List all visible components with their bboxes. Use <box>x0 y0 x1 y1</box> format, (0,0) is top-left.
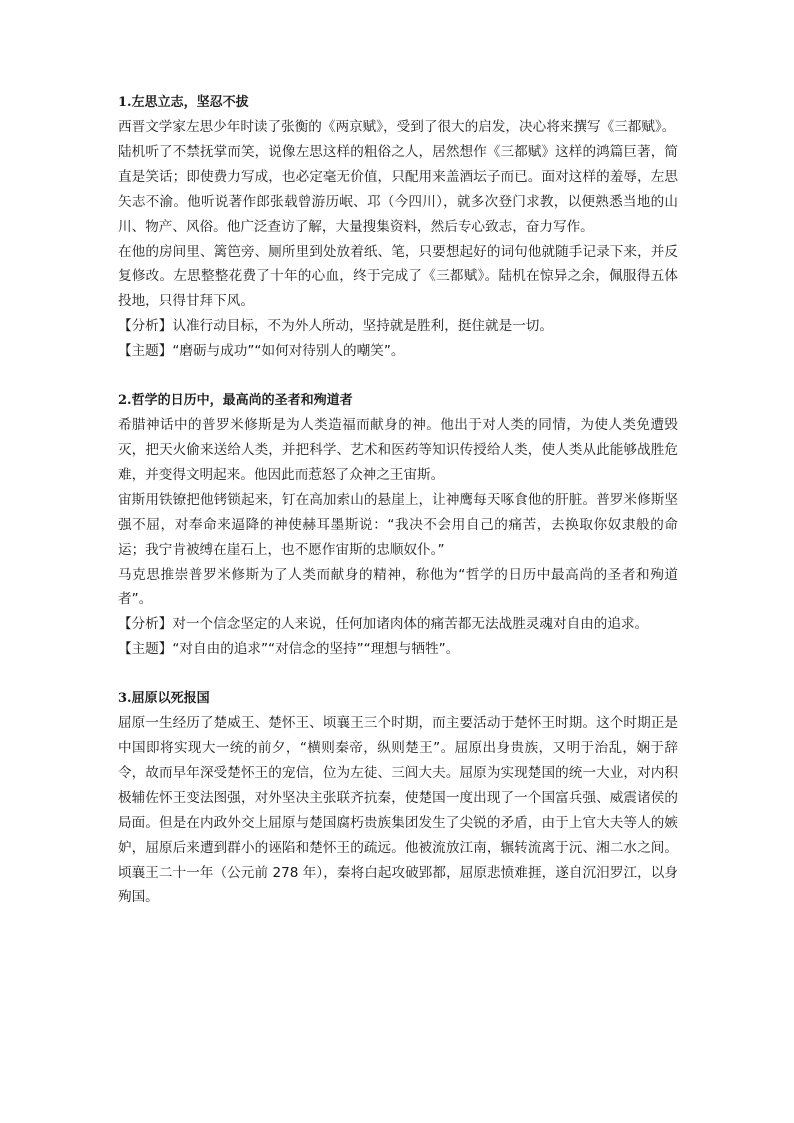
section-prometheus <box>118 388 678 662</box>
paragraph: 屈原一生经历了楚威王、楚怀王、顷襄王三个时期，而主要活动于楚怀王时期。这个时期正是中国即将实现大一统的前夕，“横则秦帝，纵则楚王”。屈原出身贵族，又明于治乱，娴于辞令，故而早年深受楚怀王的宠信，位为左徒、三闾大夫。屈原为实现楚国的统一大业，对内积极辅佐怀王变法图强，对外坚决主张联齐抗秦，使楚国一度出现了一个国富兵强、威震诸侯的局面。但是在内政外交上屈原与楚国腐朽贵族集团发生了尖锐的矛盾，由于上官大夫等人的嫉妒，屈原后来遭到群小的诬陷和楚怀王的疏远。他被流放江南，辗转流离于沅、湘二水之间。顷襄王二十一年（公元前 278 年），秦将白起攻破郢都，屈原悲愤难捱，遂自沉汨罗江，以身殉国。 <box>118 715 678 906</box>
document-page <box>118 90 678 910</box>
paragraph: 在他的房间里、篱笆旁、厕所里到处放着纸、笔，只要想起好的词句他就随手记录下来，并反复修改。左思整整花费了十年的心血，终于完成了《三都赋》。陆机在惊异之余，佩服得五体投地，只得甘拜下风。 <box>118 243 678 310</box>
section-zuo-si <box>118 90 678 364</box>
paragraph: 宙斯用铁镣把他铐锁起来，钉在高加索山的悬崖上，让神鹰每天啄食他的肝脏。普罗米修斯坚强不屈，对奉命来逼降的神使赫耳墨斯说：“我决不会用自己的痛苦，去换取你奴隶般的命运；我宁肯被缚在崖石上，也不愿作宙斯的忠顺奴仆。” <box>118 491 678 558</box>
paragraph: 马克思推崇普罗米修斯为了人类而献身的精神，称他为“哲学的日历中最高尚的圣者和殉道者”。 <box>118 566 678 608</box>
section-heading: 2.哲学的日历中，最高尚的圣者和殉道者 <box>118 393 353 409</box>
section-heading: 1.左思立志，坚忍不拔 <box>118 95 249 110</box>
section-qu-yuan <box>118 686 678 910</box>
theme-line: 【主题】“对自由的追求”“对信念的坚持”“理想与牺牲”。 <box>118 641 460 658</box>
analysis-line: 【分析】认准行动目标，不为外人所动，坚持就是胜利，挺住就是一切。 <box>118 318 553 335</box>
section-heading: 3.屈原以死报国 <box>118 691 210 707</box>
paragraph: 西晋文学家左思少年时读了张衡的《两京赋》，受到了很大的启发，决心将来撰写《三都赋》。 <box>118 119 676 135</box>
paragraph: 陆机听了不禁抚掌而笑，说像左思这样的粗俗之人，居然想作《三都赋》这样的鸿篇巨著，简直是笑话；即使费力写成，也必定毫无价值，只配用来盖酒坛子而已。面对这样的羞辱，左思矢志不渝。他听说著作郎张载曾游历岷、邛（今四川），就多次登门求教，以便熟悉当地的山川、物产、风俗。他广泛查访了解，大量搜集资料，然后专心致志，奋力写作。 <box>118 143 678 235</box>
paragraph: 希腊神话中的普罗米修斯是为人类造福而献身的神。他出于对人类的同情，为使人类免遭毁灭，把天火偷来送给人类，并把科学、艺术和医药等知识传授给人类，使人类从此能够战胜危难，并变得文明起来。他因此而惹怒了众神之王宙斯。 <box>118 417 678 483</box>
analysis-line: 【分析】对一个信念坚定的人来说，任何加诸肉体的痛苦都无法战胜灵魂对自由的追求。 <box>118 616 649 633</box>
theme-line: 【主题】“磨砺与成功”“如何对待别人的嘲笑”。 <box>118 343 405 360</box>
